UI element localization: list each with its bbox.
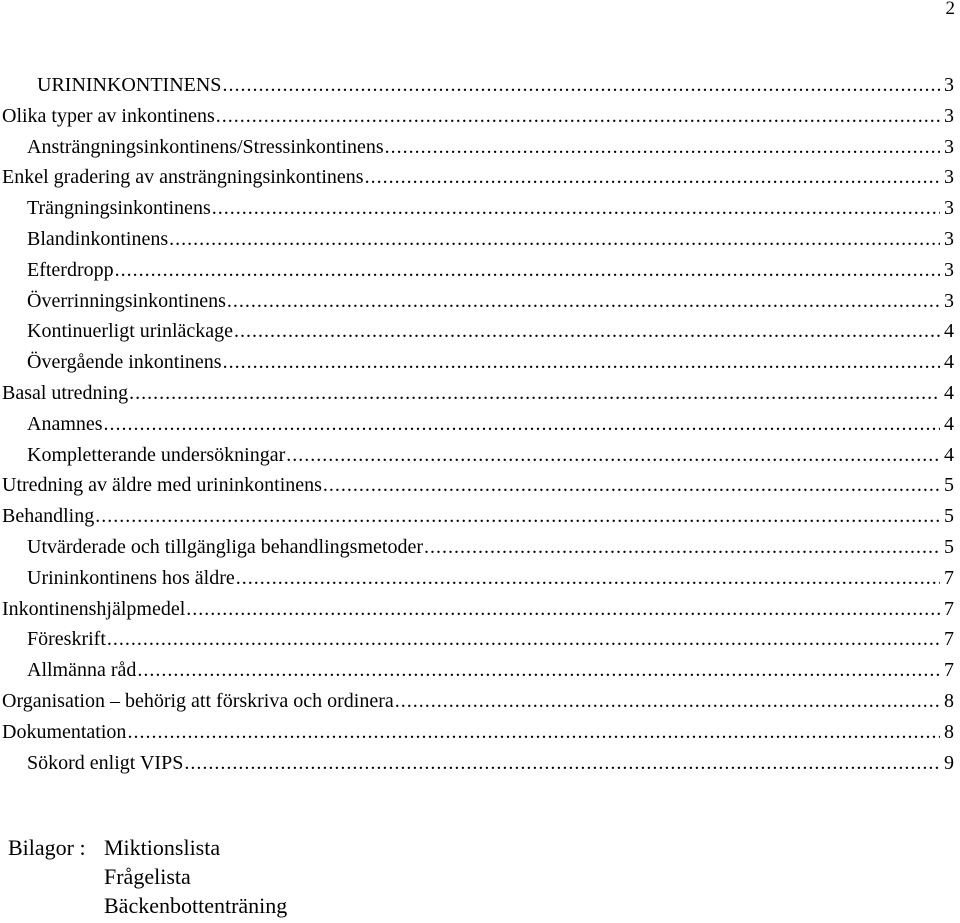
- toc-entry-page: 3: [944, 289, 954, 312]
- toc-entry[interactable]: [0, 717, 954, 748]
- toc-entry-page: 3: [944, 258, 954, 281]
- toc-entry-page: 3: [944, 135, 954, 158]
- page-number: 2: [945, 0, 955, 19]
- toc-entry[interactable]: [0, 440, 954, 471]
- toc-entry-title: Urininkontinens hos äldre: [27, 566, 235, 589]
- toc-entry-title: Olika typer av inkontinens: [2, 104, 215, 127]
- attachments-row: [8, 891, 287, 920]
- toc-entry-page: 5: [944, 474, 954, 497]
- toc-entry[interactable]: [0, 224, 954, 255]
- attachments-row: [8, 833, 287, 862]
- toc-dot-leader: [323, 470, 940, 501]
- toc-dot-leader: [95, 501, 940, 532]
- toc-entry[interactable]: [0, 286, 954, 317]
- attachments-section: [8, 833, 287, 920]
- toc-dot-leader: [424, 532, 940, 563]
- toc-entry-title: Övergående inkontinens: [27, 351, 222, 374]
- toc-entry-page: 3: [944, 227, 954, 250]
- toc-dot-leader: [286, 440, 940, 471]
- toc-entry[interactable]: [0, 132, 954, 163]
- toc-entry[interactable]: [0, 162, 954, 193]
- toc-entry-title: Blandinkontinens: [27, 227, 169, 250]
- toc-entry[interactable]: [0, 316, 954, 347]
- toc-entry[interactable]: [0, 255, 954, 286]
- toc-entry-title: Basal utredning: [2, 381, 129, 404]
- toc-entry[interactable]: [0, 655, 954, 686]
- toc-entry[interactable]: [0, 748, 954, 779]
- attachment-item: Miktionslista: [104, 835, 221, 860]
- attachments-indent: [8, 891, 104, 920]
- toc-entry-title: Sökord enligt VIPS: [27, 751, 184, 774]
- toc-dot-leader: [216, 101, 940, 132]
- toc-entry-page: 3: [944, 166, 954, 189]
- toc-entry-page: 4: [944, 381, 954, 404]
- toc-entry[interactable]: [0, 378, 954, 409]
- toc-entry[interactable]: [0, 193, 954, 224]
- toc-dot-leader: [212, 193, 940, 224]
- toc-entry-page: 3: [944, 104, 954, 127]
- toc-dot-leader: [107, 624, 940, 655]
- toc-entry-page: 7: [944, 597, 954, 620]
- toc-dot-leader: [223, 347, 940, 378]
- toc-dot-leader: [186, 594, 940, 625]
- attachment-item: Bäckenbottenträning: [104, 893, 288, 918]
- toc-dot-leader: [129, 378, 940, 409]
- toc-entry-page: 7: [944, 659, 954, 682]
- attachments-row: [8, 862, 287, 891]
- toc-dot-leader: [236, 563, 940, 594]
- toc-entry[interactable]: [0, 470, 954, 501]
- toc-entry[interactable]: [0, 532, 954, 563]
- toc-entry-title: Anamnes: [27, 412, 103, 435]
- toc-entry-title: Inkontinenshjälpmedel: [2, 597, 186, 620]
- toc-entry-page: 5: [944, 505, 954, 528]
- toc-entry-page: 4: [944, 443, 954, 466]
- toc-dot-leader: [222, 70, 940, 101]
- toc-entry-title: Behandling: [2, 505, 95, 528]
- toc-dot-leader: [127, 717, 940, 748]
- toc-entry-page: 5: [944, 535, 954, 558]
- toc-entry-title: Ansträngningsinkontinens/Stressinkontinens: [27, 135, 384, 158]
- toc-entry[interactable]: [0, 347, 954, 378]
- toc-entry-page: 4: [944, 412, 954, 435]
- toc-dot-leader: [184, 748, 940, 779]
- table-of-contents: [0, 70, 954, 778]
- toc-dot-leader: [395, 686, 940, 717]
- toc-entry-page: 3: [944, 74, 954, 96]
- toc-entry[interactable]: [0, 563, 954, 594]
- toc-entry[interactable]: [0, 594, 954, 625]
- attachments-label: Bilagor :: [8, 835, 86, 860]
- toc-entry-title: Trängningsinkontinens: [27, 197, 211, 220]
- toc-entry[interactable]: [0, 409, 954, 440]
- toc-entry-title: Utvärderade och tillgängliga behandlingsmetoder: [27, 535, 423, 558]
- toc-entry-title: Föreskrift: [27, 628, 106, 651]
- toc-entry[interactable]: [0, 624, 954, 655]
- toc-entry-title: URININKONTINENS: [37, 74, 222, 96]
- toc-dot-leader: [169, 224, 940, 255]
- toc-entry[interactable]: [0, 70, 954, 101]
- toc-entry-page: 3: [944, 197, 954, 220]
- toc-entry[interactable]: [0, 686, 954, 717]
- toc-entry-title: Efterdropp: [27, 258, 114, 281]
- toc-entry[interactable]: [0, 501, 954, 532]
- toc-entry-page: 7: [944, 628, 954, 651]
- toc-entry-page: 4: [944, 351, 954, 374]
- toc-dot-leader: [385, 132, 940, 163]
- toc-entry-title: Kontinuerligt urinläckage: [27, 320, 234, 343]
- toc-entry-page: 9: [944, 751, 954, 774]
- toc-entry-title: Enkel gradering av ansträngningsinkontinens: [2, 166, 364, 189]
- toc-dot-leader: [365, 162, 940, 193]
- toc-entry-title: Överrinningsinkontinens: [27, 289, 226, 312]
- attachments-indent: [8, 862, 104, 891]
- toc-dot-leader: [137, 655, 940, 686]
- toc-entry[interactable]: [0, 101, 954, 132]
- attachment-item: Frågelista: [104, 864, 191, 889]
- toc-dot-leader: [115, 255, 940, 286]
- toc-entry-title: Allmänna råd: [27, 659, 137, 682]
- toc-entry-page: 7: [944, 566, 954, 589]
- toc-entry-title: Dokumentation: [2, 720, 127, 743]
- toc-entry-title: Utredning av äldre med urininkontinens: [2, 474, 322, 497]
- toc-entry-page: 8: [944, 720, 954, 743]
- toc-dot-leader: [234, 316, 940, 347]
- toc-entry-page: 4: [944, 320, 954, 343]
- toc-entry-title: Kompletterande undersökningar: [27, 443, 286, 466]
- toc-entry-title: Organisation – behörig att förskriva och ordinera: [2, 689, 394, 712]
- toc-entry-page: 8: [944, 689, 954, 712]
- toc-dot-leader: [104, 409, 940, 440]
- toc-dot-leader: [227, 286, 940, 317]
